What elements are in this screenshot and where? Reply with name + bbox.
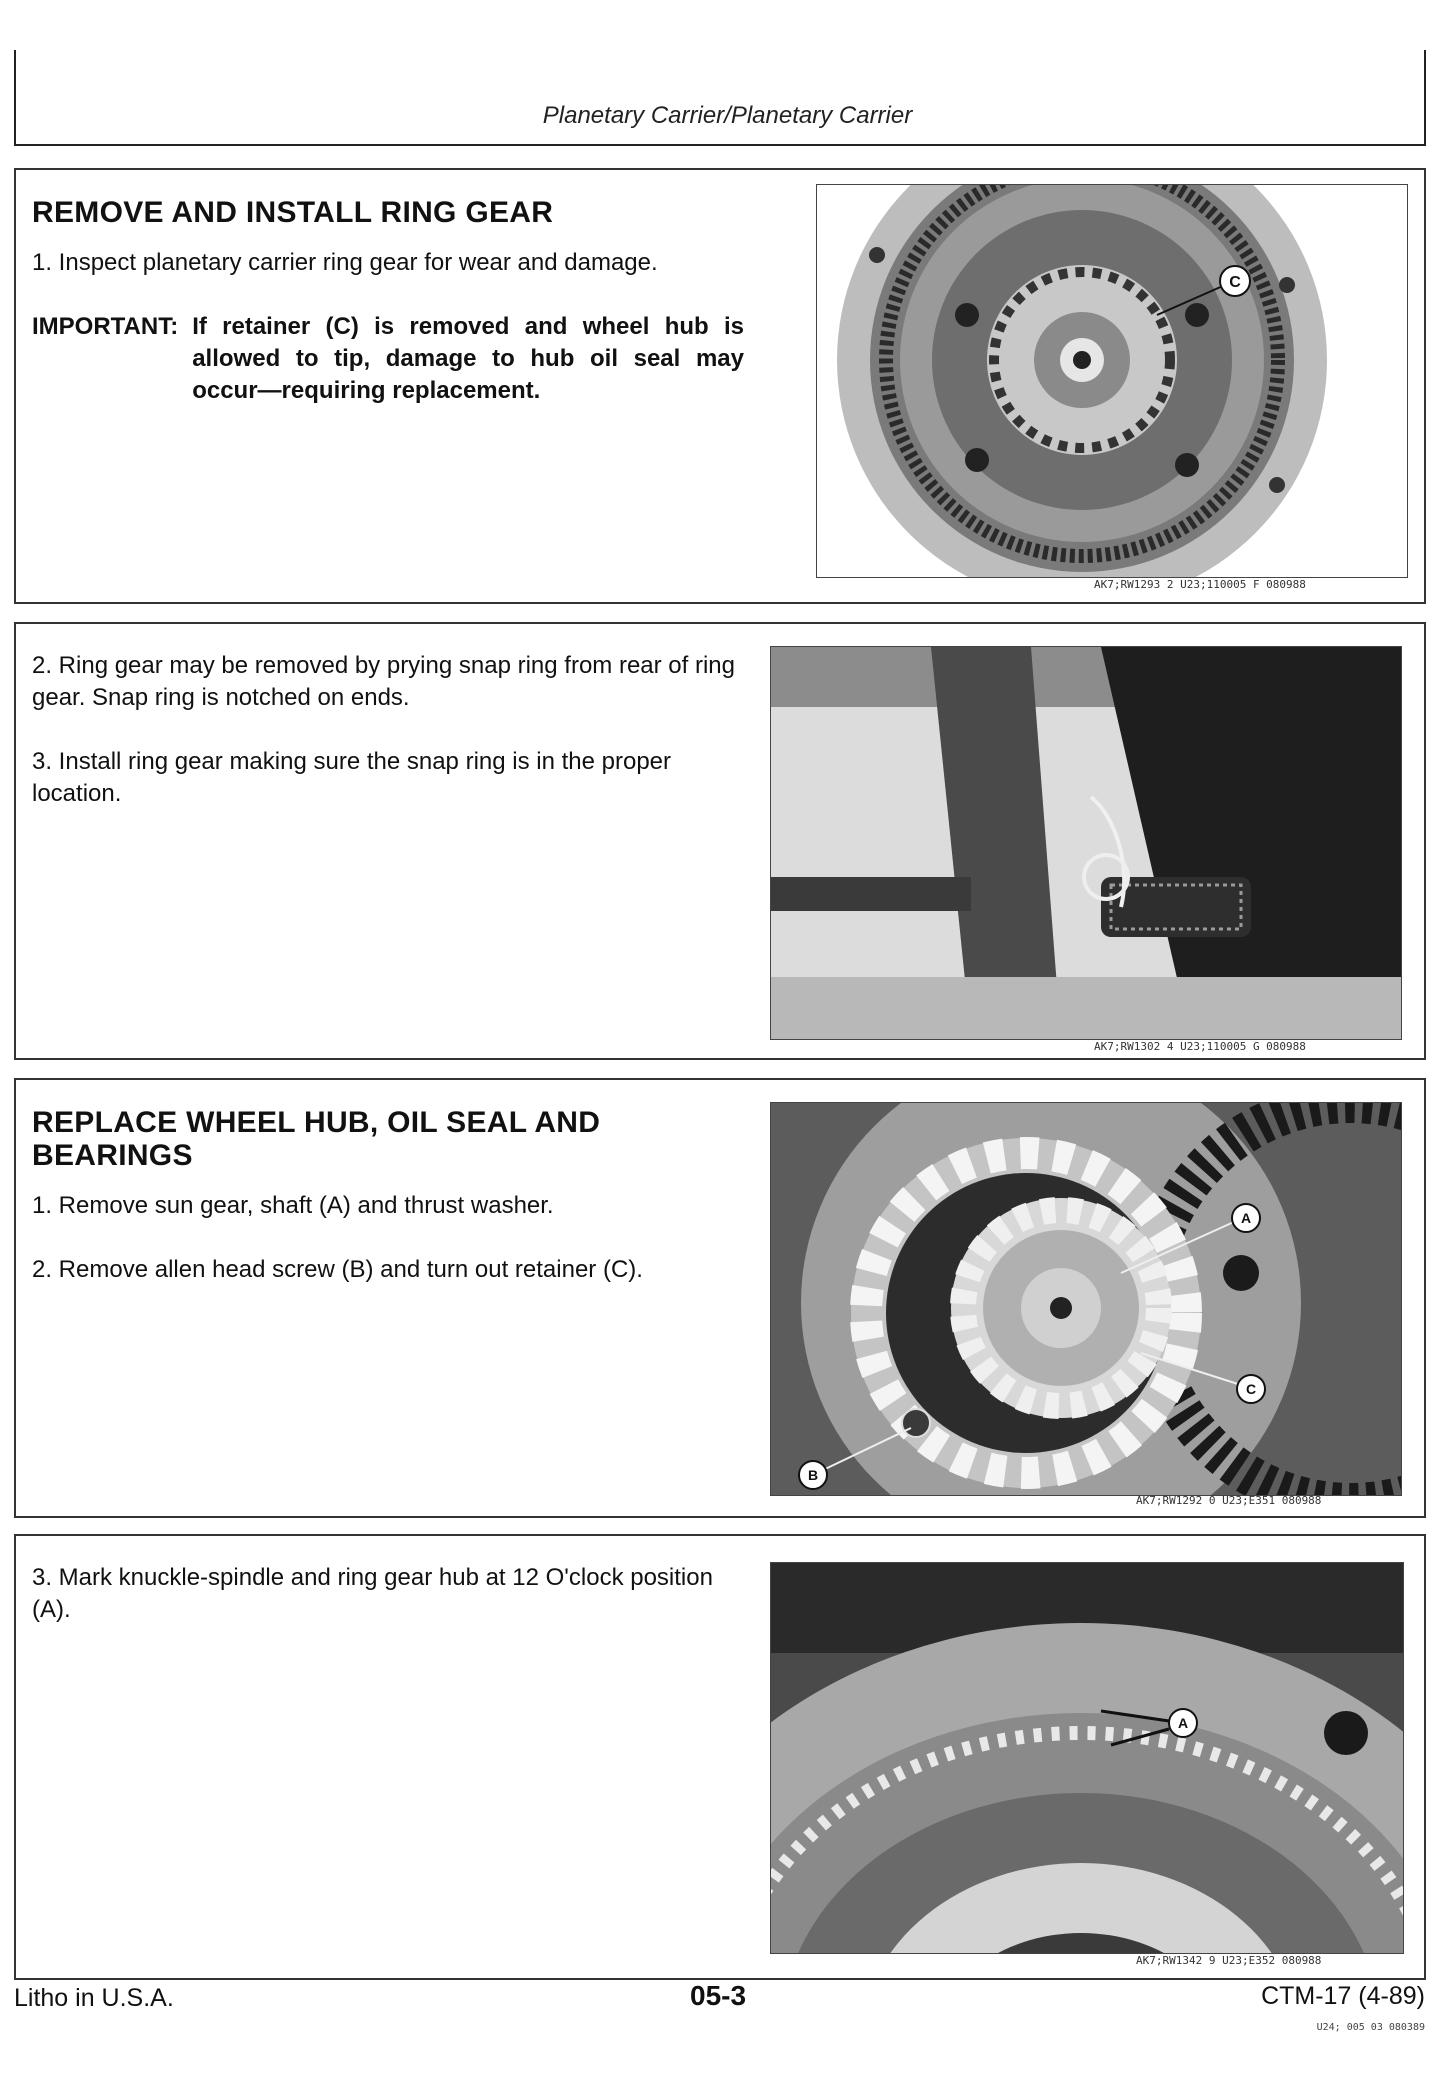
- callout-a-label: A: [1177, 1715, 1189, 1731]
- important-label: IMPORTANT:: [32, 313, 179, 340]
- right-margin-rule: [1424, 50, 1426, 145]
- section-replace-wheel-hub: [14, 1078, 1426, 1518]
- ring-gear-illustration: [817, 185, 1407, 577]
- figure-caption: AK7;RW1342 9 U23;E352 080988: [1136, 1954, 1322, 1967]
- section-text: [32, 196, 744, 407]
- step-1: 1. Remove sun gear, shaft (A) and thrust washer.: [32, 1192, 554, 1219]
- left-margin-rule: [14, 50, 16, 145]
- section-heading: REPLACE WHEEL HUB, OIL SEAL AND BEARINGS: [32, 1106, 601, 1172]
- header-divider: [14, 144, 1426, 146]
- callout-c-label: C: [1229, 274, 1241, 291]
- section-heading: REMOVE AND INSTALL RING GEAR: [32, 196, 554, 229]
- figure-caption: AK7;RW1293 2 U23;110005 F 080988: [1094, 578, 1306, 591]
- footer-code: U24; 005 03 080389: [1316, 2022, 1425, 2033]
- important-text: If retainer (C) is removed and wheel hub is allowed to tip, damage to hub oil seal may occur—requiring replacement.: [192, 313, 744, 404]
- section-text: [32, 1562, 744, 1658]
- manual-id: CTM-17 (4-89): [1261, 1982, 1425, 2010]
- section-text: [32, 1106, 744, 1318]
- footer-litho: Litho in U.S.A.: [14, 1984, 174, 2012]
- step-2: 2. Ring gear may be removed by prying snap ring from rear of ring gear. Snap ring is notched on ends.: [32, 652, 735, 711]
- page-number: 05-3: [690, 1980, 747, 2011]
- callout-c-label: C: [1245, 1381, 1257, 1397]
- sun-gear-photo: [770, 1102, 1402, 1496]
- snap-ring-illustration: [771, 647, 1401, 1039]
- step-3: 3. Mark knuckle-spindle and ring gear hub at 12 O'clock position (A).: [32, 1564, 713, 1623]
- ring-gear-photo: [816, 184, 1408, 578]
- step-3: 3. Install ring gear making sure the snap ring is in the proper location.: [32, 748, 672, 807]
- snap-ring-photo: [770, 646, 1402, 1040]
- important-note: [32, 311, 744, 407]
- section-ring-gear-snap-ring: [14, 622, 1426, 1060]
- sun-gear-illustration: [771, 1103, 1401, 1495]
- figure-caption: AK7;RW1292 0 U23;E351 080988: [1136, 1494, 1322, 1507]
- section-text: [32, 650, 744, 842]
- step-1: 1. Inspect planetary carrier ring gear for wear and damage.: [32, 249, 658, 276]
- running-title: Planetary Carrier/Planetary Carrier: [542, 102, 913, 129]
- callout-b-label: B: [807, 1467, 819, 1483]
- hub-marking-illustration: [771, 1563, 1403, 1953]
- hub-marking-photo: [770, 1562, 1404, 1954]
- step-2: 2. Remove allen head screw (B) and turn out retainer (C).: [32, 1256, 643, 1283]
- section-remove-install-ring-gear: [14, 168, 1426, 604]
- section-mark-knuckle-spindle: [14, 1534, 1426, 1980]
- callout-a-label: A: [1240, 1210, 1252, 1226]
- figure-caption: AK7;RW1302 4 U23;110005 G 080988: [1094, 1040, 1306, 1053]
